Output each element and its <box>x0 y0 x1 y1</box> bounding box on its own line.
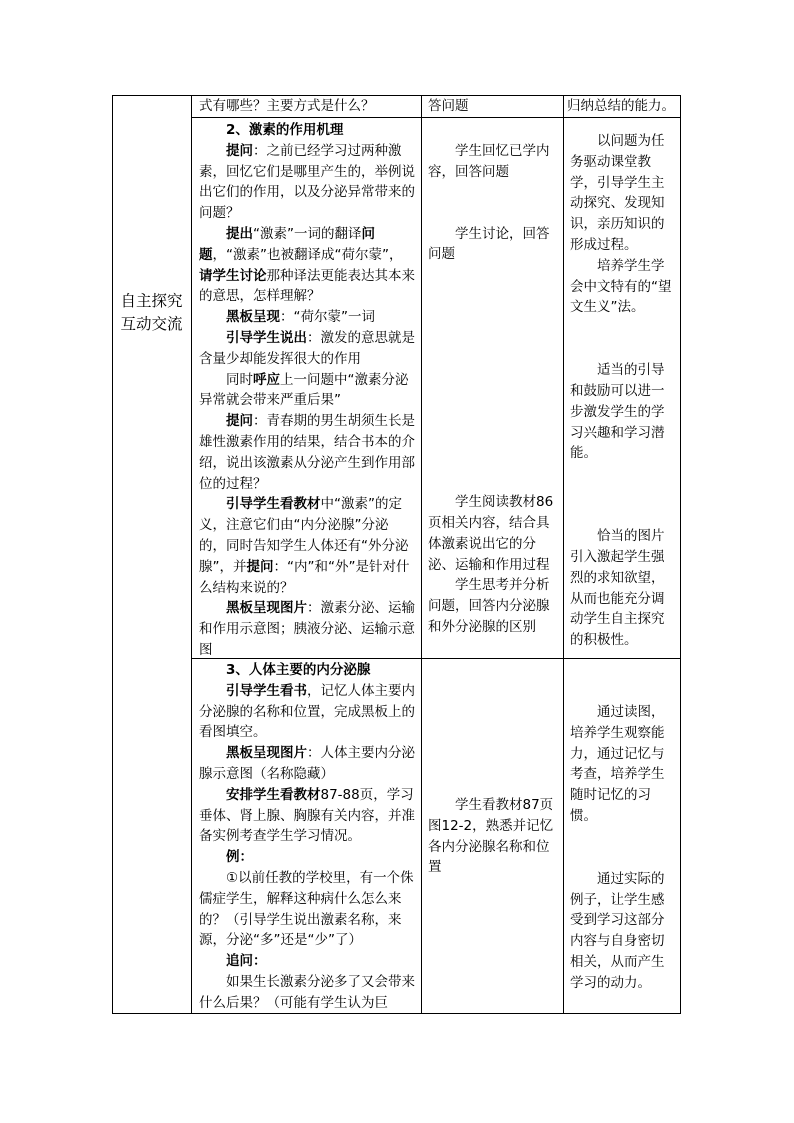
row1-teacher-para-6 <box>199 370 415 412</box>
row2-intent <box>570 702 675 994</box>
row2-intent-para-1: 通过读图，培养学生观察能力，通过记忆与考查，培养学生随时记忆的习惯。 <box>570 704 665 824</box>
column-divider-1 <box>191 95 192 1014</box>
row1-teacher-para-4 <box>199 307 415 328</box>
row2-teacher-para-3-run-1: 黑板呈现图片 <box>226 745 307 762</box>
row2-teacher-para-7-run-1: 追问： <box>226 953 267 970</box>
row1-teacher-para-3-run-4: ，“激素”也被翻译成“荷尔蒙”， <box>212 246 403 263</box>
row1-teacher-para-8-run-2: 中“激素”的定义，注意它们由“内分泌腺”分泌的，同时告知学生人体还有“外分泌腺”，并 <box>199 496 409 575</box>
row1-intent <box>570 131 675 651</box>
row1-student-para-2: 学生讨论，回答问题 <box>428 225 550 263</box>
row2-teacher-para-8-run-1: 如果生长激素分泌多了又会带来什么后果？（可能有学生认为巨 <box>199 973 415 1011</box>
stage-label-line-2: 互动交流 <box>120 315 183 333</box>
row1-intent-para-2: 培养学生学会中文特有的“望文生义”法。 <box>570 257 672 316</box>
row2-student-para-1: 学生看教材87页图12-2，熟悉并记忆各内分泌腺名称和位置 <box>428 797 554 876</box>
row1-teacher-para-6-run-2: 呼应 <box>253 371 280 388</box>
row2-teacher-para-3 <box>199 743 415 785</box>
row1-teacher-para-7-run-2: ：青春期的男生胡须生长是雄性激素作用的结果，结合书本的介绍，说出该激素从分泌产生到作用部位的过程？ <box>199 413 415 492</box>
row2-teacher-para-2 <box>199 681 415 743</box>
row2-teacher-para-2-run-2: ，记忆人体主要内分泌腺的名称和位置，完成黑板上的看图填空。 <box>199 682 415 741</box>
row1-teacher-para-3-run-5: 请学生讨论 <box>199 267 267 284</box>
row1-teacher-para-6-run-1: 同时 <box>226 371 253 388</box>
row1-teacher-para-5-run-2: ：激发的意思就是含量少却能发挥很大的作用 <box>199 329 415 367</box>
row1-teacher-para-8-run-1: 引导学生看教材 <box>226 496 321 513</box>
row1-teacher-para-9-run-1: 黑板呈现图片 <box>226 600 307 617</box>
row1-intent-para-1: 以问题为任务驱动课堂教学，引导学生主动探究、发现知识，亲历知识的形成过程。 <box>570 133 665 253</box>
row2-teacher-para-5 <box>199 847 415 868</box>
row1-teacher-para-9-run-2: ：激素分泌、运输和作用示意图；胰液分泌、运输示意图 <box>199 600 415 658</box>
row0-intent: 归纳总结的能力。 <box>567 98 675 114</box>
row1-student-para-1: 学生回忆已学内容，回答问题 <box>428 143 550 180</box>
row1-teacher-para-3 <box>199 224 415 307</box>
row1-teacher-para-1-run-1: 2、激素的作用机理 <box>226 122 344 138</box>
row0-teacher: 式有哪些？主要方式是什么？ <box>199 98 375 114</box>
row1-teacher-para-3-run-3: 问题 <box>199 225 375 263</box>
row1-teacher-para-1 <box>199 120 415 141</box>
row0-student: 答问题 <box>428 98 469 114</box>
row-divider-1 <box>191 117 681 118</box>
row2-teacher-para-4-run-1: 安排学生看教材 <box>226 786 321 803</box>
row2-teacher-para-5-run-1: 例： <box>226 849 253 866</box>
row1-teacher-para-4-run-2: ：“荷尔蒙”一词 <box>280 309 375 326</box>
lesson-plan-table <box>112 95 681 1014</box>
row2-teacher-para-1 <box>199 660 415 681</box>
row1-teacher-para-4-run-1: 黑板呈现 <box>226 309 280 326</box>
row1-teacher-para-2-run-1: 提问 <box>226 142 253 159</box>
row2-intent-para-2: 通过实际的例子，让学生感受到学习这部分内容与自身密切相关，从而产生学习的动力。 <box>570 870 665 991</box>
row1-student-para-4: 学生思考并分析问题，回答内分泌腺和外分泌腺的区别 <box>428 577 550 635</box>
row2-teacher-para-6-run-1: ①以前任教的学校里，有一个侏儒症学生，解释这种病什么怎么来的？（引导学生说出激素名称，来源，分泌“多”还是“少”了） <box>199 869 414 949</box>
stage-label-line-1: 自主探究 <box>120 292 183 310</box>
row1-teacher-para-7 <box>199 411 415 494</box>
row1-teacher-para-5 <box>199 328 415 370</box>
row2-teacher-para-1-run-1: 3、人体主要的内分泌腺 <box>226 662 371 678</box>
row1-teacher-para-5-run-1: 引导学生说出 <box>226 329 307 346</box>
row2-teacher-para-6 <box>199 868 415 951</box>
row2-teacher-para-2-run-1: 引导学生看书 <box>226 682 307 699</box>
row1-student-activities <box>428 141 560 638</box>
row2-student-activities <box>428 795 560 878</box>
row1-teacher-para-9 <box>199 598 415 660</box>
row1-intent-para-3: 适当的引导和鼓励可以进一步激发学生的学习兴趣和学习潜能。 <box>570 362 665 462</box>
row1-teacher-para-3-run-2: “激素”一词的翻译 <box>253 225 362 242</box>
row2-teacher-activities <box>199 660 415 1014</box>
row1-teacher-para-8 <box>199 494 415 598</box>
row1-teacher-para-7-run-1: 提问 <box>226 413 253 430</box>
stage-label <box>112 290 191 336</box>
row1-student-para-3: 学生阅读教材86页相关内容，结合具体激素说出它的分泌、运输和作用过程 <box>428 494 554 573</box>
table-border-left <box>112 95 113 1014</box>
row2-teacher-para-4 <box>199 785 415 847</box>
row2-teacher-para-3-run-2: ：人体主要内分泌腺示意图（名称隐藏） <box>199 745 415 782</box>
row1-teacher-para-6-run-3: 上一问题中“激素分泌异常就会带来严重后果” <box>199 371 409 409</box>
row1-teacher-para-2 <box>199 141 415 224</box>
row1-intent-para-4: 恰当的图片引入激起学生强烈的求知欲望，从而也能充分调动学生自主探究的积极性。 <box>570 528 665 649</box>
column-divider-2 <box>421 95 422 1014</box>
row1-teacher-activities <box>199 120 415 661</box>
row2-teacher-para-4-run-2: 87-88页，学习垂体、肾上腺、胸腺有关内容，并准备实例考查学生学习情况。 <box>199 786 415 845</box>
row1-teacher-para-8-run-3: 提问 <box>246 558 274 575</box>
row1-teacher-para-3-run-1: 提出 <box>226 225 253 242</box>
row1-teacher-para-8-run-4: ：“内”和“外”是针对什么结构来说的？ <box>199 558 410 596</box>
table-border-right <box>680 95 681 1014</box>
row1-teacher-para-2-run-2: ：之前已经学习过两种激素，回忆它们是哪里产生的，举例说出它们的作用，以及分泌异常带来的问题？ <box>199 142 415 222</box>
row1-teacher-para-3-run-6: 那种译法更能表达其本来的意思，怎样理解？ <box>199 267 415 305</box>
row2-teacher-para-7 <box>199 951 415 972</box>
row2-teacher-para-8 <box>199 972 415 1014</box>
column-divider-3 <box>563 95 564 1014</box>
